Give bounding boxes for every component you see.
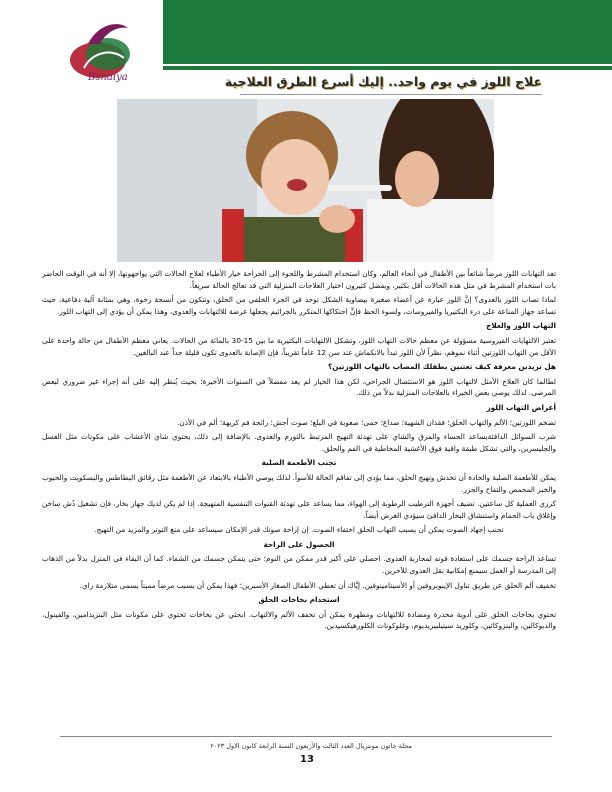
- article-photo: [117, 99, 494, 262]
- header-green-rule: [163, 66, 612, 70]
- article-body: [42, 268, 556, 635]
- body-paragraph: تخفيف ألم الحلق عن طريق تناول الإيبوبروفين أو الأسيتامينوفين. إيَّاك أن تعطي الأطفال الصغار الأسبرين؛ فهذا يمكن أن يسبب مرضاً مميتاً يسمى متلازمة راي.: [79, 580, 556, 590]
- body-paragraph: شرب السوائل الدافئةيساعد الحساء والمرق والشاي على تهدئة التهيج المرتبط بالتورم والعدوى. بالإضافة إلى ذلك، يحتوي شاي الأعشاب على مكونات مثل العسل والجليسرين، والتي تشكل طبقة واقية فوق الأغشية المخاطية في الفم والحلق.: [42, 432, 556, 453]
- footer-rule: [60, 736, 552, 737]
- article-title: علاج اللوز في يوم واحد.. إليك أسرع الطرق العلاجية: [224, 74, 542, 89]
- section-heading: استخدام بخاخات الحلق: [258, 595, 340, 605]
- body-paragraph: تعتبر الالتهابات الفيروسية مسؤولة عن معظم حالات التهاب اللوز، وتشكل الالتهابات البكتيرية ما بين 15-30 بالمائة من الحالات. يعاني معظم الأطفال من حالة واحدة على الأقل من التهاب اللوزتين أثناء نموهم، نظراً لأن اللوز تبدأ بالانكماش عند سن 12 عاماً تقريباً، فإن الإصابة بالعدوى تكون قليلة جداً عند البالغين.: [42, 335, 557, 357]
- body-paragraph: لطالما كان العلاج الأمثل لالتهاب اللوز هو الاستئصال الجراحي، لكن هذا الخيار لم يعد مفضلاً في السنوات الأخيرة؛ بحيث يُنظر إليه على أنه إجراء غير ضروري لبعض المرضى. لذلك يوصي بعض الخبراء بالعلاجات المنزلية بدلاً من ذلك.: [42, 376, 556, 398]
- body-paragraph: تحتوي بخاخات الحلق على أدوية مخدرة ومضادة للالتهابات ومطهرة يمكن أن تخفف الألم والالتهاب. ابحثي عن بخاخات تحتوي على مكونات مثل البنزيدامين، والفينول، والديوكالين، والبنزوكائين، وكلوريد سيتيلبيريديوم، وغلوكونات الكلورهيكسيدين.: [42, 609, 556, 631]
- body-paragraph: تعد التهابات اللوز مرضاً شائعاً بين الأطفال في أنحاء العالم، وكان استخدام المشرط واللجوء إلى الجراحة خيار الأطباء لعلاج الحالات التي يواجهونها، إلا أنه في الوقت الحاضر بات استخدام المشرط في مثل هذه الحالات أقل بكثير، ويفضل كثيرون اختيار العلاجات المنزلية التي قد تعالج الحالة سريعاً.: [42, 269, 556, 290]
- body-paragraph: يمكن للأطعمة الصلبة والحادة أن تخدش وتهيج الحلق، مما يؤدي إلى تفاقم الحالة للأسوأ. لذلك يوصي الأطباء بالابتعاد عن الأطعمة مثل رقائق البطاطس والبسكويت والحبوب والخبز المحمص والتفاح والجزر.: [42, 472, 556, 494]
- body-paragraph: كرزي العملية كل ساعتين. تضيف أجهزة الترطيب الرطوبة إلى الهواء، مما يساعد على تهدئة القنوات التنفسية المتهيجة. إذا لم يكن لديك جهاز بخار، فإن تشغيل دُش ساخن وإغلاق باب الحمام واستنشاق البخار الدافئ سيؤدي الغرض أيضاً.: [42, 499, 556, 520]
- body-paragraph: تجنب إجهاد الصوت يمكن أن يسبب التهاب الحلق اختفاء الصوت. إن إراحة صوتك قدر الإمكان سيساعد على منع التوتر والمزيد من التهيج.: [94, 525, 504, 535]
- body-paragraph: تساعد الراحة جسمك على استعادة قوته لمحاربة العدوى. احصلي على أكبر قدر ممكن من النوم؛ حتى يتمكن جسمك من الشفاء. كما أن البقاء في المنزل بدلاً من الذهاب إلى المدرسة أو العمل سيمنع إمكانية نقل العدوى للآخرين.: [42, 554, 556, 576]
- section-heading: الحصول على الراحة: [263, 539, 335, 549]
- body-paragraph: لماذا تصاب اللوز بالعدوى؟ إنَّ اللوز عبارة عن أعضاء صغيرة بيضاوية الشكل توجد في الجزء الخلفي من الحلق، وتتكون من أنسجة رخوة، وهي بمثابة آلية دفاعية، حيث تساعد جهاز المناعة على درء البكتيريا والفيروسات، ولسوء الحظ فإنَّ احتكاكها المتكرر بالجراثيم يجعلها عرضة للالتهابات والعدوى، وهذا يمكن أن يؤدي إلى التهاب اللوز.: [42, 295, 556, 316]
- section-heading: هل تريدين معرفة كيف تعتنين بطفلك المصاب بالتهاب اللوزتين؟: [328, 362, 556, 372]
- section-heading: التهاب اللوز والعلاج: [486, 321, 556, 331]
- magazine-logo: [58, 14, 154, 90]
- logo-wordmark: Bsnaiya: [88, 72, 128, 83]
- section-heading: تجنب الأطعمة الصلبة: [261, 458, 337, 468]
- title-underline: [240, 94, 542, 95]
- page-number: 13: [300, 754, 314, 765]
- section-heading: أعراض التهاب اللوز: [486, 402, 556, 412]
- body-paragraph: تضخم اللوزتين؛ الألم والتهاب الحلق؛ فقدان الشهية؛ صداع؛ حمى؛ صعوبة في البلع؛ صوت أجش؛ رائحة فم كريهة؛ ألم في الأذن.: [177, 417, 556, 427]
- footer-caption: مجلة خاتون مونتريال العدد الثالث والأربعون السنة الرابعة كانون الاول ٢٠٢٣: [210, 742, 412, 750]
- header-green-bar: [163, 0, 612, 64]
